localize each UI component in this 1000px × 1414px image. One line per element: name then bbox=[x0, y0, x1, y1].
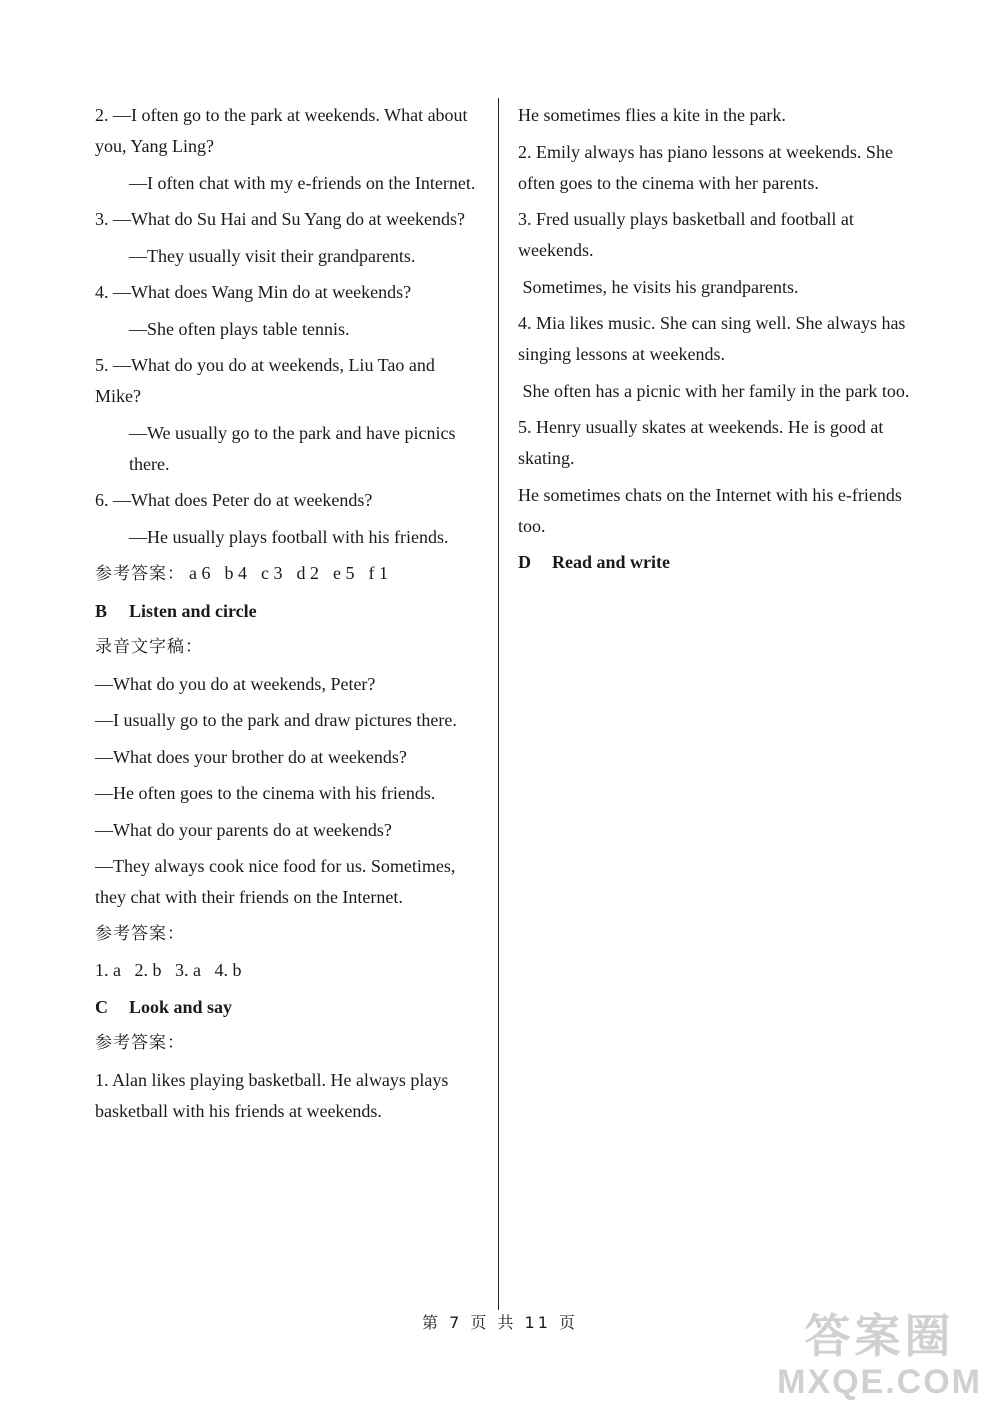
section-letter: B bbox=[95, 600, 108, 621]
answer-c-4: 4. Mia likes music. She can sing well. She always has singing lessons at weekends. bbox=[518, 313, 906, 364]
section-d-heading bbox=[518, 547, 918, 578]
answer-c-4-cont: She often has a picnic with her family in the park too. bbox=[518, 380, 910, 401]
transcript-line: —What do your parents do at weekends? bbox=[95, 819, 392, 840]
section-c-heading bbox=[95, 992, 485, 1023]
dialogue-6-a: —He usually plays football with his friends. bbox=[129, 526, 449, 547]
watermark-url: MXQE.COM bbox=[777, 1363, 982, 1401]
watermark-text: 答案圈 bbox=[804, 1309, 955, 1363]
answer-label: 参考答案： bbox=[95, 564, 185, 584]
dialogue-2-q: 2. —I often go to the park at weekends. What about you, Yang Ling? bbox=[95, 105, 468, 156]
dialogue-4-a: —She often plays table tennis. bbox=[129, 318, 350, 339]
transcript-line: —He often goes to the cinema with his friends. bbox=[95, 783, 436, 803]
answer-key-a bbox=[95, 558, 485, 590]
answer-label: 参考答案： bbox=[95, 923, 185, 944]
dialogue-5-q: 5. —What do you do at weekends, Liu Tao and Mike? bbox=[95, 355, 435, 406]
right-column bbox=[518, 100, 918, 584]
dialogue-3-q: 3. —What do Su Hai and Su Yang do at weekends? bbox=[95, 209, 465, 229]
page-number: 第 7 页 共 11 页 bbox=[422, 1313, 578, 1332]
section-letter: C bbox=[95, 996, 108, 1017]
section-title: Listen and circle bbox=[129, 600, 257, 621]
answer-c-3: 3. Fred usually plays basketball and football at weekends. bbox=[518, 209, 854, 260]
watermark-logo bbox=[777, 1310, 982, 1402]
answer-c-2: 2. Emily always has piano lessons at weekends. She often goes to the cinema with her parents. bbox=[518, 141, 893, 193]
transcript-line: —I usually go to the park and draw pictures there. bbox=[95, 710, 457, 730]
answer-item: c 3 bbox=[261, 563, 283, 583]
transcript-line: —They always cook nice food for us. Sometimes, they chat with their friends on the Internet. bbox=[95, 856, 456, 907]
answer-c-1: 1. Alan likes playing basketball. He always plays basketball with his friends at weekends. bbox=[95, 1069, 449, 1121]
answer-item: d 2 bbox=[296, 563, 319, 583]
answer-item: a 6 bbox=[189, 563, 211, 583]
transcript-label: 录音文字稿： bbox=[95, 637, 203, 657]
section-title: Look and say bbox=[129, 996, 233, 1017]
section-b-heading bbox=[95, 596, 485, 627]
dialogue-6-q: 6. —What does Peter do at weekends? bbox=[95, 490, 373, 510]
column-divider bbox=[498, 98, 499, 1310]
answer-c-3-cont: Sometimes, he visits his grandparents. bbox=[518, 276, 799, 297]
answer-c-5: 5. Henry usually skates at weekends. He is good at skating. bbox=[518, 417, 884, 468]
answer-label: 参考答案： bbox=[95, 1033, 185, 1053]
dialogue-3-a: —They usually visit their grandparents. bbox=[129, 245, 416, 266]
answer-c-1-cont: He sometimes flies a kite in the park. bbox=[518, 105, 786, 125]
answer-c-5-cont: He sometimes chats on the Internet with his e-friends too. bbox=[518, 484, 902, 536]
transcript-line: —What do you do at weekends, Peter? bbox=[95, 673, 376, 694]
answer-item: b 4 bbox=[224, 563, 247, 583]
answer-item: e 5 bbox=[333, 563, 355, 583]
answer-key-b: 1. a 2. b 3. a 4. b bbox=[95, 960, 242, 980]
dialogue-5-a: —We usually go to the park and have picnics there. bbox=[129, 422, 456, 474]
section-title: Read and write bbox=[552, 552, 670, 572]
section-letter: D bbox=[518, 552, 531, 572]
left-column bbox=[95, 100, 485, 1132]
answer-item: f 1 bbox=[368, 563, 388, 583]
dialogue-2-a: —I often chat with my e-friends on the Internet. bbox=[129, 172, 476, 193]
transcript-line: —What does your brother do at weekends? bbox=[95, 746, 407, 767]
dialogue-4-q: 4. —What does Wang Min do at weekends? bbox=[95, 282, 412, 302]
